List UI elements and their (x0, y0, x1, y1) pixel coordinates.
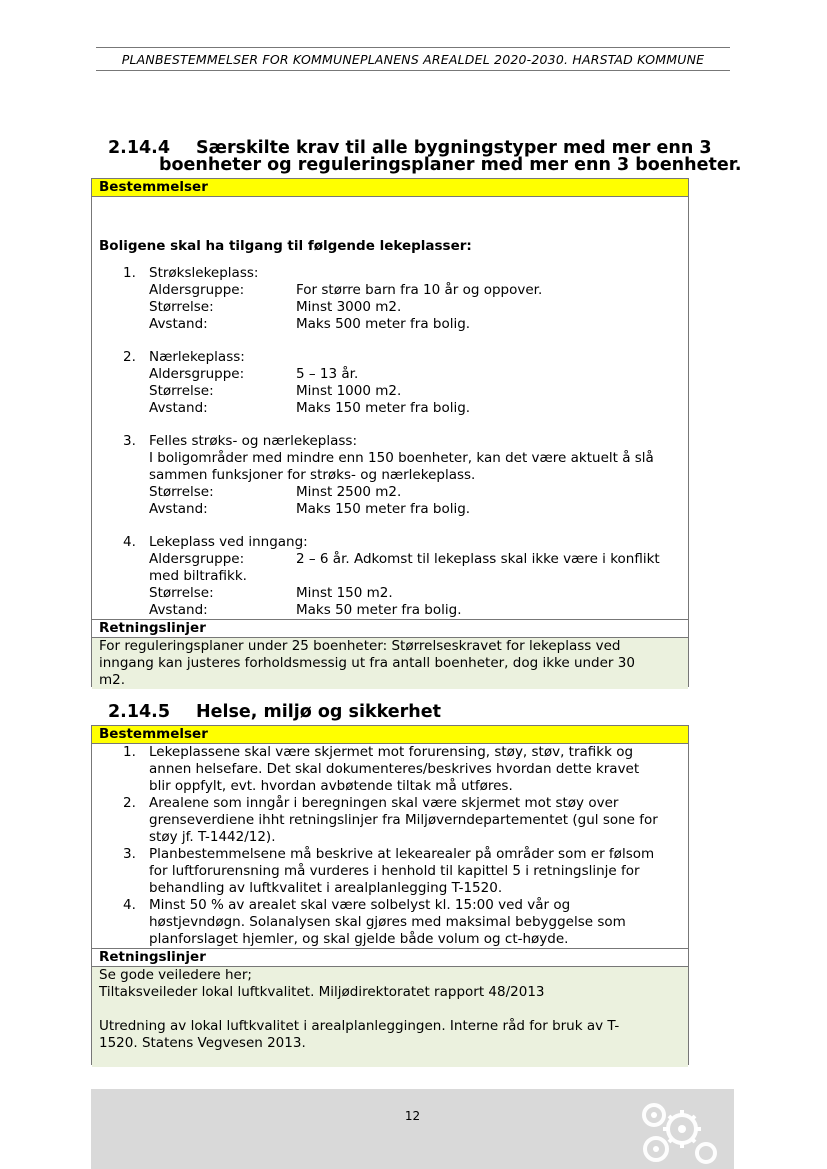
retningslinjer-header: Retningslinjer (92, 619, 688, 638)
attribute-row-cont (92, 568, 682, 585)
bestemmelser-body (92, 744, 688, 948)
item-text (149, 744, 679, 795)
attribute-row (92, 316, 682, 333)
gears-logo-icon (632, 1095, 722, 1169)
attribute-row (92, 501, 682, 518)
retningslinjer-header: Retningslinjer (92, 948, 688, 967)
bestemmelser-header: Bestemmelser (92, 726, 688, 744)
attr-value: Minst 3000 m2. (296, 299, 402, 315)
item-title: Strøkslekeplass: (149, 265, 259, 281)
item-number: 3. (123, 433, 136, 449)
item-number: 4. (123, 897, 136, 913)
section-number: 2.14.4 (108, 138, 171, 158)
bestemmelser-box-1 (91, 178, 689, 687)
section-title: Helse, miljø og sikkerhet (196, 702, 441, 722)
item-text-line: I boligområder med mindre enn 150 boenheter, kan det være aktuelt å slå (149, 450, 654, 466)
attr-value-cont: med biltrafikk. (149, 568, 247, 584)
retningslinjer-body (92, 967, 688, 1067)
attr-value: Maks 50 meter fra bolig. (296, 602, 462, 618)
attr-key: Størrelse: (149, 383, 214, 399)
item-text-line: støy jf. T-1442/12). (149, 829, 276, 845)
item-text-line: behandling av luftkvalitet i arealplanlegging T-1520. (149, 880, 503, 896)
attr-value: Maks 150 meter fra bolig. (296, 501, 471, 517)
bestemmelser-header: Bestemmelser (92, 179, 688, 197)
attribute-row (92, 585, 682, 602)
attr-value: Minst 1000 m2. (296, 383, 402, 399)
retningslinjer-line: Se gode veiledere her; (99, 967, 252, 983)
retningslinjer-line: inngang kan justeres forholdsmessig ut fra antall boenheter, dog ikke under 30 (99, 655, 635, 671)
attribute-row (92, 602, 682, 619)
attr-key: Aldersgruppe: (149, 282, 245, 298)
item-number: 2. (123, 795, 136, 811)
section-heading-2-14-5 (108, 703, 728, 723)
item-text-line: annen helsefare. Det skal dokumenteres/beskrives hvordan dette kravet (149, 761, 640, 777)
retningslinjer-line (99, 1001, 682, 1018)
header-rule-bottom (96, 70, 730, 71)
attr-value: 2 – 6 år. Adkomst til lekeplass skal ikke være i konflikt (296, 551, 660, 567)
section-title-line2: boenheter og reguleringsplaner med mer enn 3 boenheter. (159, 155, 742, 175)
attr-value: Maks 500 meter fra bolig. (296, 316, 471, 332)
item-number: 1. (123, 265, 136, 281)
item-text (149, 795, 679, 846)
item-title: Nærlekeplass: (149, 349, 245, 365)
retningslinjer-line: For reguleringsplaner under 25 boenheter: Størrelseskravet for lekeplass ved (99, 638, 621, 654)
attr-key: Avstand: (149, 400, 208, 416)
item-number: 1. (123, 744, 136, 760)
item-text-line: Lekeplassene skal være skjermet mot forurensing, støy, støv, trafikk og (149, 744, 634, 760)
attr-key: Størrelse: (149, 484, 214, 500)
item-title: Lekeplass ved inngang: (149, 534, 308, 550)
retningslinjer-line: Utredning av lokal luftkvalitet i arealplanleggingen. Interne råd for bruk av T- (99, 1018, 620, 1034)
item-number: 3. (123, 846, 136, 862)
item-text-line: sammen funksjoner for strøks- og nærlekeplass. (149, 467, 476, 483)
item-text-line: for luftforurensning må vurderes i henhold til kapittel 5 i retningslinje for (149, 863, 640, 879)
attr-value: Minst 150 m2. (296, 585, 393, 601)
attr-value: For større barn fra 10 år og oppover. (296, 282, 543, 298)
section-title-line1: Særskilte krav til alle bygningstyper med mer enn 3 (196, 138, 712, 158)
attribute-row (92, 383, 682, 400)
retningslinjer-line: 1520. Statens Vegvesen 2013. (99, 1035, 306, 1051)
item-text-line: grenseverdiene ihht retningslinjer fra Miljøverndepartementet (gul sone for (149, 812, 658, 828)
bestemmelser-box-2 (91, 725, 689, 1065)
item-text-line: blir oppfylt, evt. hvordan avbøtende tiltak må utføres. (149, 778, 513, 794)
item-text-line: Arealene som inngår i beregningen skal være skjermet mot støy over (149, 795, 619, 811)
attribute-row (92, 484, 682, 501)
item-text-line: høstjevndøgn. Solanalysen skal gjøres med maksimal bebyggelse som (149, 914, 626, 930)
item-text-line: Minst 50 % av arealet skal være solbelyst kl. 15:00 ved vår og (149, 897, 571, 913)
attr-key: Aldersgruppe: (149, 366, 245, 382)
attr-key: Avstand: (149, 602, 208, 618)
page-number: 12 (404, 1109, 421, 1123)
item-number: 2. (123, 349, 136, 365)
item-text-line: planforslaget hjemler, og skal gjelde både volum og ct-høyde. (149, 931, 569, 947)
item-text (149, 897, 679, 948)
retningslinjer-body (92, 638, 688, 689)
attribute-row (92, 551, 682, 568)
attribute-row (92, 299, 682, 316)
attribute-row (92, 366, 682, 383)
running-header: PLANBESTEMMELSER FOR KOMMUNEPLANENS AREALDEL 2020-2030. HARSTAD KOMMUNE (121, 52, 705, 67)
attribute-row (92, 282, 682, 299)
footer-band (91, 1089, 734, 1169)
attr-value: 5 – 13 år. (296, 366, 359, 382)
section-number: 2.14.5 (108, 702, 171, 722)
item-number: 4. (123, 534, 136, 550)
item-text-line: Planbestemmelsene må beskrive at lekearealer på områder som er følsom (149, 846, 655, 862)
section-heading-2-14-4 (108, 138, 742, 179)
attr-value: Maks 150 meter fra bolig. (296, 400, 471, 416)
attribute-row (92, 400, 682, 417)
attr-key: Størrelse: (149, 585, 214, 601)
attr-key: Størrelse: (149, 299, 214, 315)
header-rule-top (96, 47, 730, 48)
item-title: Felles strøks- og nærlekeplass: (149, 433, 358, 449)
lead-text: Boligene skal ha tilgang til følgende lekeplasser: (99, 238, 472, 254)
bestemmelser-body (92, 197, 688, 619)
retningslinjer-line: m2. (99, 672, 126, 688)
attr-value: Minst 2500 m2. (296, 484, 402, 500)
attr-key: Avstand: (149, 316, 208, 332)
item-text (149, 846, 679, 897)
attr-key: Avstand: (149, 501, 208, 517)
retningslinjer-line: Tiltaksveileder lokal luftkvalitet. Miljødirektoratet rapport 48/2013 (99, 984, 545, 1000)
attr-key: Aldersgruppe: (149, 551, 245, 567)
